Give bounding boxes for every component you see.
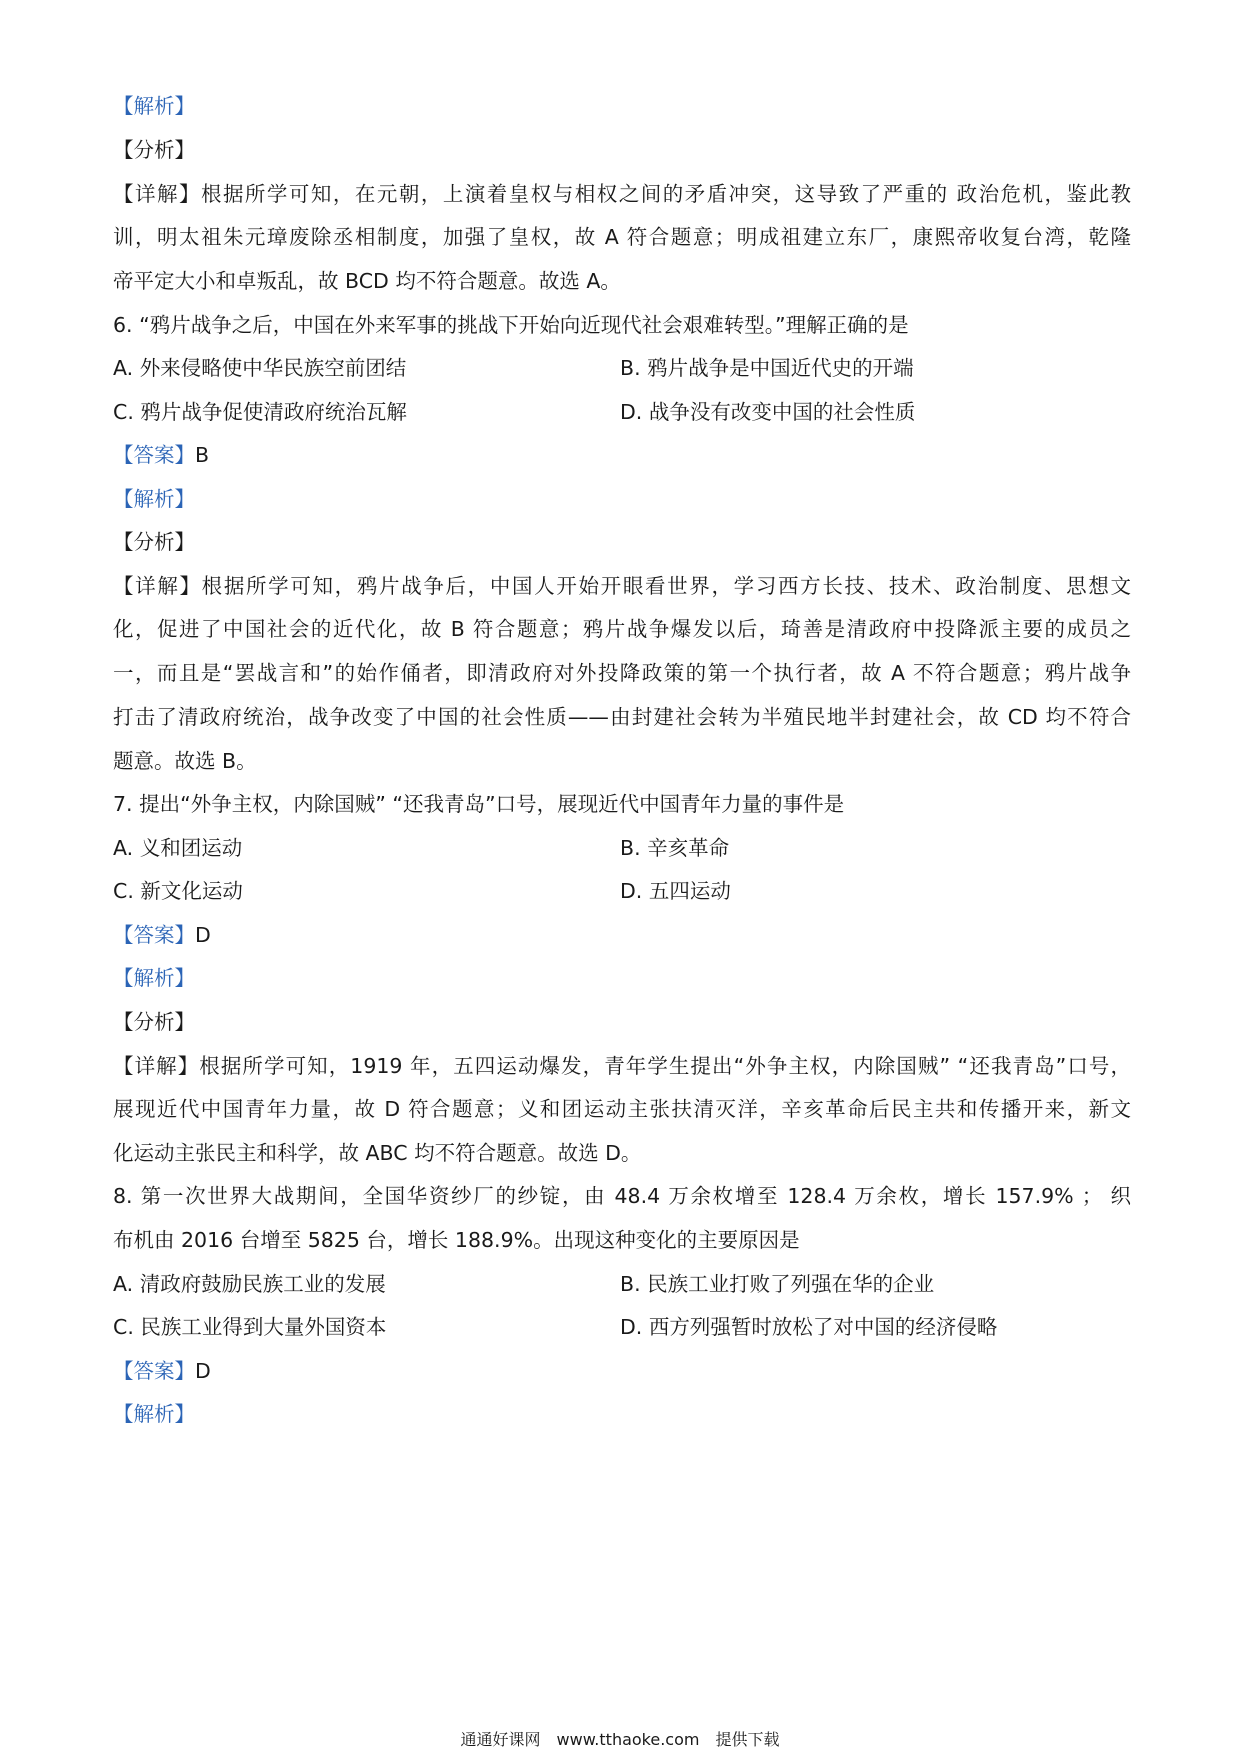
option-b: B. 辛亥革命 (620, 836, 730, 860)
answer-label: 【答案】 (113, 443, 195, 467)
fenxi-label: 【分析】 (113, 138, 195, 162)
detail-line: 【详解】根据所学可知，在元朝，上演着皇权与相权之间的矛盾冲突，这导致了严重的 政治危机，鉴此教 (113, 182, 1131, 206)
option-a: A. 义和团运动 (113, 836, 243, 860)
footer-url[interactable]: www.tthaoke.com (556, 1730, 700, 1749)
detail-line: 一，而且是“罢战言和”的始作俑者，即清政府对外投降政策的第一个执行者，故 A 不符合题意；鸦片战争 (113, 661, 1131, 685)
question-7-options-row-2 (113, 871, 1131, 911)
option-d: D. 战争没有改变中国的社会性质 (620, 400, 916, 424)
question-7-stem: 7. 提出“外争主权，内除国贼” “还我青岛”口号，展现近代中国青年力量的事件是 (113, 792, 845, 816)
detail-line: 展现近代中国青年力量，故 D 符合题意；义和团运动主张扶清灭洋，辛亥革命后民主共和传播开来，新文 (113, 1097, 1131, 1121)
question-8-options-row-2 (113, 1307, 1131, 1347)
question-6-stem: 6. “鸦片战争之后，中国在外来军事的挑战下开始向近现代社会艰难转型。”理解正确的是 (113, 313, 909, 337)
detail-line: 化，促进了中国社会的近代化，故 B 符合题意；鸦片战争爆发以后，琦善是清政府中投降派主要的成员之 (113, 617, 1131, 641)
footer-note: 提供下载 (715, 1730, 780, 1749)
detail-line: 【详解】根据所学可知，1919 年，五四运动爆发，青年学生提出“外争主权，内除国贼” “还我青岛”口号， (113, 1054, 1131, 1078)
option-a: A. 清政府鼓励民族工业的发展 (113, 1272, 386, 1296)
question-7-options-row-1 (113, 828, 1131, 868)
detail-line: 帝平定大小和卓叛乱，故 BCD 均不符合题意。故选 A。 (113, 269, 621, 293)
detail-line: 化运动主张民主和科学，故 ABC 均不符合题意。故选 D。 (113, 1141, 642, 1165)
answer-value: D (195, 923, 211, 947)
question-8-options-row-1 (113, 1264, 1131, 1304)
footer-site-name: 通通好课网 (460, 1730, 541, 1749)
page-footer (0, 1727, 1240, 1753)
detail-line: 题意。故选 B。 (113, 749, 257, 773)
jiexi-label: 【解析】 (113, 487, 195, 511)
answer-line (113, 1351, 1131, 1391)
jiexi-label: 【解析】 (113, 966, 195, 990)
answer-line (113, 915, 1131, 955)
jiexi-label: 【解析】 (113, 1402, 195, 1426)
answer-value: D (195, 1359, 211, 1383)
question-8-stem-line: 8. 第一次世界大战期间，全国华资纱厂的纱锭，由 48.4 万余枚增至 128.4 万余枚，增长 157.9% ； 织 (113, 1184, 1131, 1208)
option-b: B. 鸦片战争是中国近代史的开端 (620, 356, 914, 380)
option-c: C. 鸦片战争促使清政府统治瓦解 (113, 400, 407, 424)
option-d: D. 五四运动 (620, 879, 731, 903)
fenxi-label: 【分析】 (113, 1010, 195, 1034)
option-c: C. 新文化运动 (113, 879, 243, 903)
option-c: C. 民族工业得到大量外国资本 (113, 1315, 387, 1339)
option-d: D. 西方列强暂时放松了对中国的经济侵略 (620, 1315, 998, 1339)
answer-value: B (195, 443, 210, 467)
option-b: B. 民族工业打败了列强在华的企业 (620, 1272, 935, 1296)
question-6-options-row-1 (113, 348, 1131, 388)
jiexi-label: 【解析】 (113, 94, 195, 118)
detail-line: 【详解】根据所学可知，鸦片战争后，中国人开始开眼看世界，学习西方长技、技术、政治制度、思想文 (113, 574, 1131, 598)
question-8-stem-line: 布机由 2016 台增至 5825 台，增长 188.9%。出现这种变化的主要原因是 (113, 1228, 800, 1252)
answer-label: 【答案】 (113, 1359, 195, 1383)
fenxi-label: 【分析】 (113, 530, 195, 554)
question-6-options-row-2 (113, 392, 1131, 432)
detail-line: 训，明太祖朱元璋废除丞相制度，加强了皇权，故 A 符合题意；明成祖建立东厂，康熙帝收复台湾，乾隆 (113, 225, 1131, 249)
answer-label: 【答案】 (113, 923, 195, 947)
option-a: A. 外来侵略使中华民族空前团结 (113, 356, 407, 380)
detail-line: 打击了清政府统治，战争改变了中国的社会性质——由封建社会转为半殖民地半封建社会，故 CD 均不符合 (113, 705, 1131, 729)
answer-line (113, 435, 1131, 475)
